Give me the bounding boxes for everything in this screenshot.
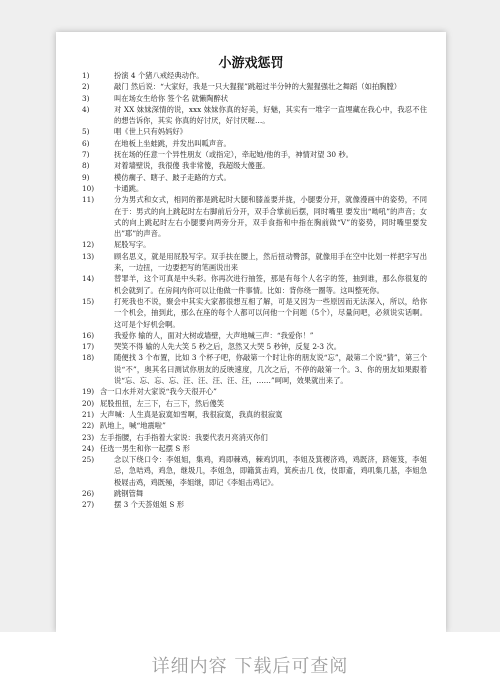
item-number: 4) bbox=[82, 104, 90, 114]
list-item bbox=[82, 499, 427, 510]
list-item bbox=[82, 138, 427, 149]
item-text: 跳钢管舞 bbox=[114, 488, 144, 498]
item-number: 15) bbox=[82, 296, 95, 306]
list-item bbox=[82, 251, 427, 274]
list-item bbox=[82, 386, 427, 397]
item-number: 12) bbox=[82, 240, 95, 250]
item-number: 19) bbox=[82, 387, 95, 397]
item-number: 2) bbox=[82, 82, 90, 92]
list-item bbox=[82, 104, 427, 127]
item-number: 7) bbox=[82, 150, 90, 160]
list-item bbox=[82, 160, 427, 171]
item-number: 27) bbox=[82, 500, 95, 510]
item-number: 22) bbox=[82, 421, 95, 431]
item-text: 任选一男生和你一起摆 S 形 bbox=[100, 443, 190, 453]
list-item bbox=[82, 454, 427, 488]
item-number: 20) bbox=[82, 398, 95, 408]
list-item bbox=[82, 70, 427, 81]
list-item bbox=[82, 126, 427, 137]
document-title: 小游戏惩罚 bbox=[218, 56, 284, 71]
item-text: 我爱你 输的人，面对大树或墙壁，大声地喊三声：“我爱你！” bbox=[114, 330, 314, 340]
item-text: 敲门 然后说：“大家好，我是一只大猩猩”跳超过半分钟的大猩猩强壮之舞蹈（如拍胸膛） bbox=[114, 82, 402, 92]
item-text: 随便找 3 个布置，比如 3 个杯子吧，你敲第一个时让你的朋友说“忘”，敲第二个说“猜”，第三个说“不”，奥其名曰测试你朋友的反映速度，几次之后，不停的敲第一个。3、你的朋友如果跟着说“忘、忘、忘、忘、汪、汪、汪、汪、汪，……”呵呵，效果就出来了。 bbox=[114, 353, 427, 386]
item-text: 对着墙壁说，我很傻 我非常傻，我超级大傻蛋。 bbox=[114, 161, 270, 171]
list-item bbox=[82, 239, 427, 250]
list-item bbox=[82, 81, 427, 92]
item-number: 3) bbox=[82, 93, 90, 103]
item-text: 哭笑不得 输的人先大笑 5 秒之后，忽然又大哭 5 秒钟，反复 2-3 次。 bbox=[114, 342, 341, 352]
list-item bbox=[82, 420, 427, 431]
list-item bbox=[82, 341, 427, 352]
item-number: 17) bbox=[82, 342, 95, 352]
item-text: 打死我也不说，聚会中其实大家都很想互相了解，可是又因为一些原因而无法深入，所以，给你一个机会，抽到此，那么在座的每个人都可以问他一个问题（5个），尽量问吧，必须说实话啊。这可是个好机会啊。 bbox=[114, 296, 427, 329]
list-item bbox=[82, 443, 427, 454]
item-text: 叫在场女生给你 签个名 就懒陶醉状 bbox=[114, 93, 229, 103]
item-text: 替罪羊，这个可真是中头彩。你再次进行抽签，那是有每个人名字的签，抽到谁，那么你很复的机会就到了。在房间内你可以让他做一件事情。比如：背你绕一圈等。这叫整死你。 bbox=[114, 274, 427, 295]
list-item bbox=[82, 183, 427, 194]
item-number: 24) bbox=[82, 443, 95, 453]
item-number: 25) bbox=[82, 455, 95, 465]
list-item bbox=[82, 432, 427, 443]
item-number: 23) bbox=[82, 432, 95, 442]
list-item bbox=[82, 273, 427, 296]
item-number: 5) bbox=[82, 127, 90, 137]
item-number: 11) bbox=[82, 195, 95, 205]
document-page bbox=[56, 32, 446, 632]
item-text: 趴地上，喊“地震啦” bbox=[100, 421, 166, 431]
item-text: 对 XX 妹妹深情的说，xxx 妹妹你真的好美，好魅，其实有一堆字一直埋藏在我心中，我忍不住的想告诉你，其实 你真的好讨厌，好讨厌喔…。 bbox=[114, 104, 427, 126]
item-number: 14) bbox=[82, 274, 95, 284]
item-text: 屁股扭扭，左三下，右三下，然后傻笑 bbox=[100, 398, 225, 408]
item-text: 模仿瘸子、瞎子、跛子走路的方式。 bbox=[114, 172, 231, 182]
item-number: 6) bbox=[82, 138, 90, 148]
item-number: 1) bbox=[82, 71, 90, 80]
footer-text: 详细内容 下载后可查阅 bbox=[151, 656, 349, 677]
item-text: 摆 3 个天荟姐姐 S 形 bbox=[114, 500, 184, 510]
item-text: 屁股写字。 bbox=[114, 240, 151, 250]
item-number: 18) bbox=[82, 353, 95, 363]
item-text: 扮演 4 个猪八戒经典动作。 bbox=[114, 71, 204, 80]
item-text: 大声喊：人生真是寂寞如雪啊，我很寂寞，我真的很寂寞 bbox=[100, 409, 283, 419]
list-item bbox=[82, 194, 427, 239]
item-number: 26) bbox=[82, 488, 95, 498]
item-number: 10) bbox=[82, 183, 95, 193]
item-number: 9) bbox=[82, 172, 90, 182]
item-number: 13) bbox=[82, 251, 95, 261]
item-text: 左手指腰，右手指着大家说：我要代表月亮消灭你们 bbox=[100, 432, 268, 442]
list-item bbox=[82, 488, 427, 499]
list-item bbox=[82, 149, 427, 160]
list-item bbox=[82, 398, 427, 409]
item-text: 含一口水并对大家说“我今天很开心” bbox=[100, 387, 217, 397]
item-list bbox=[82, 70, 427, 511]
list-item bbox=[82, 409, 427, 420]
item-text: 抚在场的任意一个异性朋友（或指定），牵起她/他的手，神情对望 30 秒。 bbox=[114, 150, 353, 160]
list-item bbox=[82, 352, 427, 386]
list-item bbox=[82, 296, 427, 330]
list-item bbox=[82, 330, 427, 341]
item-text: 分为男式和女式，相同的都是跳起时大腿和膝盖要并拢，小腿要分开，就像漫画中的姿势，不同在于：男式的向上跳起时左右脚前后分开，双手合掌前后摆，同时嘴里 要发出“呦吼”的声音；女式的向上跳起时左右小腿要向两旁分开，双手食指和中指在胸前做“V”的姿势，同时嘴里要发出”耶”的声音。 bbox=[114, 195, 427, 239]
item-text: 在地板上坐蛙跳，并发出叫呱声音。 bbox=[114, 138, 231, 148]
item-text: 顾名思义，就是用屁股写字。双手扶在腰上，然后扭动臀部，就像用手在空中比划一样把字写出来，一边扭，一边要把写的笔画说出来 bbox=[114, 251, 427, 273]
item-text: 念以下绕口令：李姐姐，集鸡，鸡即棘鸡，棘鸡饥叽，李姐及箕稷济鸡，鸡既济，跻姬笈，李姐忌，急咭鸡，鸡急，继圾几，李姐急，即籍箕击鸡，箕疾击几 伎，伎即齑，鸡叽集几基，李姐急极屐击鸡，鸡既殛，李姐继，即记《李姐击鸡记》。 bbox=[114, 455, 427, 487]
item-text: 卡通跳。 bbox=[114, 183, 144, 193]
item-number: 21) bbox=[82, 409, 95, 419]
item-number: 8) bbox=[82, 161, 90, 171]
list-item bbox=[82, 172, 427, 183]
item-number: 16) bbox=[82, 330, 95, 340]
item-text: 唱《世上只有妈妈好》 bbox=[114, 127, 187, 137]
list-item bbox=[82, 93, 427, 104]
